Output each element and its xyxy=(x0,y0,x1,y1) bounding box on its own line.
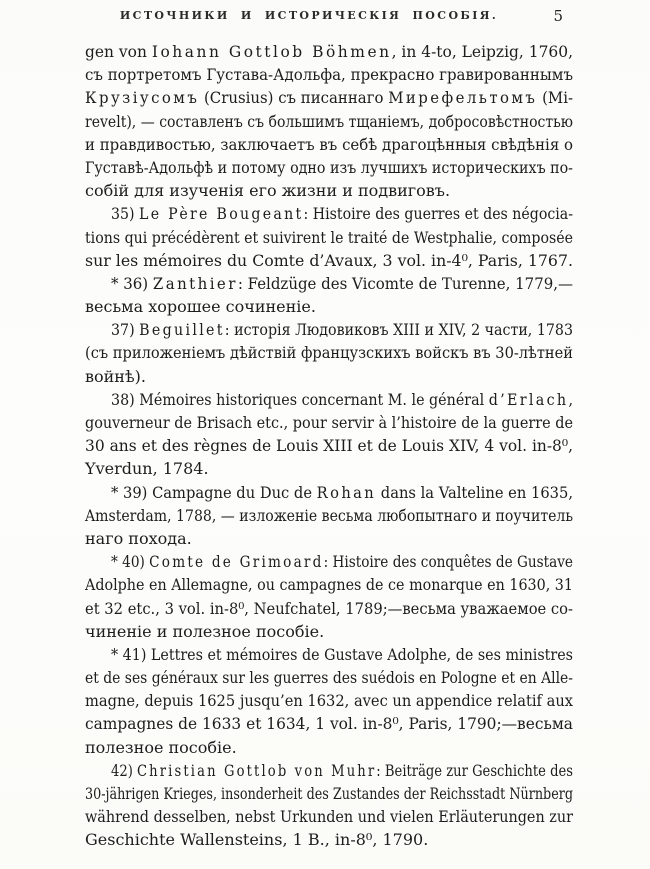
text-line: 42) Christian Gottlob von Muhr: Beiträge zur Geschichte des xyxy=(111,760,573,780)
text-line: 35) Le Père Bougeant: Histoire des guerres et des négocia- xyxy=(111,204,573,224)
text-line: tions qui précédèrent et suivirent le traité de Westphalie, composée xyxy=(85,227,573,247)
text-line: * 40) Comte de Grimoard: Histoire des conquêtes de Gustave xyxy=(111,552,573,572)
text-line: gen von Iohann Gottlob Böhmen, in 4-to, Leipzig, 1760, xyxy=(85,42,573,61)
page-number: 5 xyxy=(553,7,563,25)
paragraph xyxy=(85,550,573,643)
paragraph xyxy=(85,388,573,481)
text-line: войнѣ). xyxy=(85,366,146,386)
page-header xyxy=(85,9,573,31)
text-line: и правдивостью, заключаетъ въ себѣ драгоцѣнныя свѣдѣнія о xyxy=(85,134,573,154)
paragraph xyxy=(85,272,573,318)
text-line: et de ses généraux sur les guerres des suédois en Pologne et en Alle- xyxy=(85,668,573,688)
text-line: Geschichte Wallensteins, 1 B., in-8⁰, 1790. xyxy=(85,830,429,850)
text-line: während desselben, nebst Urkunden und vielen Erläuterungen zur xyxy=(85,807,573,827)
text-block xyxy=(85,40,573,852)
running-title: ИСТОЧНИКИ И ИСТОРИЧЕСКІЯ ПОСОБІЯ. xyxy=(119,9,499,22)
text-line: * 36) Zanthier: Feldzüge des Vicomte de Turenne, 1779,— xyxy=(111,273,573,293)
text-line: 30 ans et des règnes de Louis XIII et de Louis XIV, 4 vol. in-8⁰, xyxy=(85,436,573,456)
paragraph xyxy=(85,202,573,272)
text-line: revelt), — составленъ съ большимъ тщаніемъ, добросовѣстностью xyxy=(85,111,573,131)
text-line: Yverdun, 1784. xyxy=(85,459,209,479)
text-line: 37) Beguillet: исторія Людовиковъ XIII и XIV, 2 части, 1783 xyxy=(111,320,574,340)
text-line: 30-jährigen Krieges, insonderheit des Zustandes der Reichsstadt Nürnberg xyxy=(85,784,573,803)
paragraph xyxy=(85,318,573,388)
text-line: et 32 etc., 3 vol. in-8⁰, Neufchatel, 1789;—весьма уважаемое со- xyxy=(85,598,573,618)
text-line: собій для изученія его жизни и подвиговъ. xyxy=(85,181,451,201)
text-line: * 41) Lettres et mémoires de Gustave Adolphe, de ses ministres xyxy=(111,644,573,664)
text-line: * 39) Campagne du Duc de Rohan dans la Valteline en 1635, xyxy=(111,482,573,502)
paragraph xyxy=(85,481,573,551)
text-line: 38) Mémoires historiques concernant M. le général d’Erlach, xyxy=(111,389,573,409)
text-line: весьма хорошее сочиненіе. xyxy=(85,297,316,317)
text-line: полезное пособіе. xyxy=(85,737,237,757)
text-line: наго похода. xyxy=(85,528,192,548)
text-line: gouverneur de Brisach etc., pour servir à l’histoire de la guerre de xyxy=(85,413,573,432)
text-line: Amsterdam, 1788, — изложеніе весьма любопытнаго и поучитель xyxy=(85,505,573,525)
paragraph xyxy=(85,759,573,852)
text-line: съ портретомъ Густава-Адольфа, прекрасно гравированнымъ xyxy=(85,65,573,85)
text-line: Крузіусомъ (Crusius) съ писаннаго Мирефельтомъ (Mi- xyxy=(85,88,573,108)
text-line: campagnes de 1633 et 1634, 1 vol. in-8⁰, Paris, 1790;—весьма xyxy=(85,714,573,734)
text-line: Adolphe en Allemagne, ou campagnes de ce monarque en 1630, 31 xyxy=(85,575,573,595)
text-line: Густавѣ-Адольфѣ и потому одно изъ лучшихъ историческихъ по- xyxy=(85,157,573,177)
text-line: magne, depuis 1625 jusqu’en 1632, avec un appendice relatif aux xyxy=(85,691,573,711)
paragraph xyxy=(85,40,573,202)
text-line: чиненіе и полезное пособіе. xyxy=(85,621,325,641)
text-line: sur les mémoires du Comte d’Avaux, 3 vol. in-4⁰, Paris, 1767. xyxy=(85,250,573,270)
text-line: (съ приложеніемъ дѣйствій французскихъ войскъ въ 30-лѣтней xyxy=(85,343,573,363)
paragraph xyxy=(85,643,573,759)
